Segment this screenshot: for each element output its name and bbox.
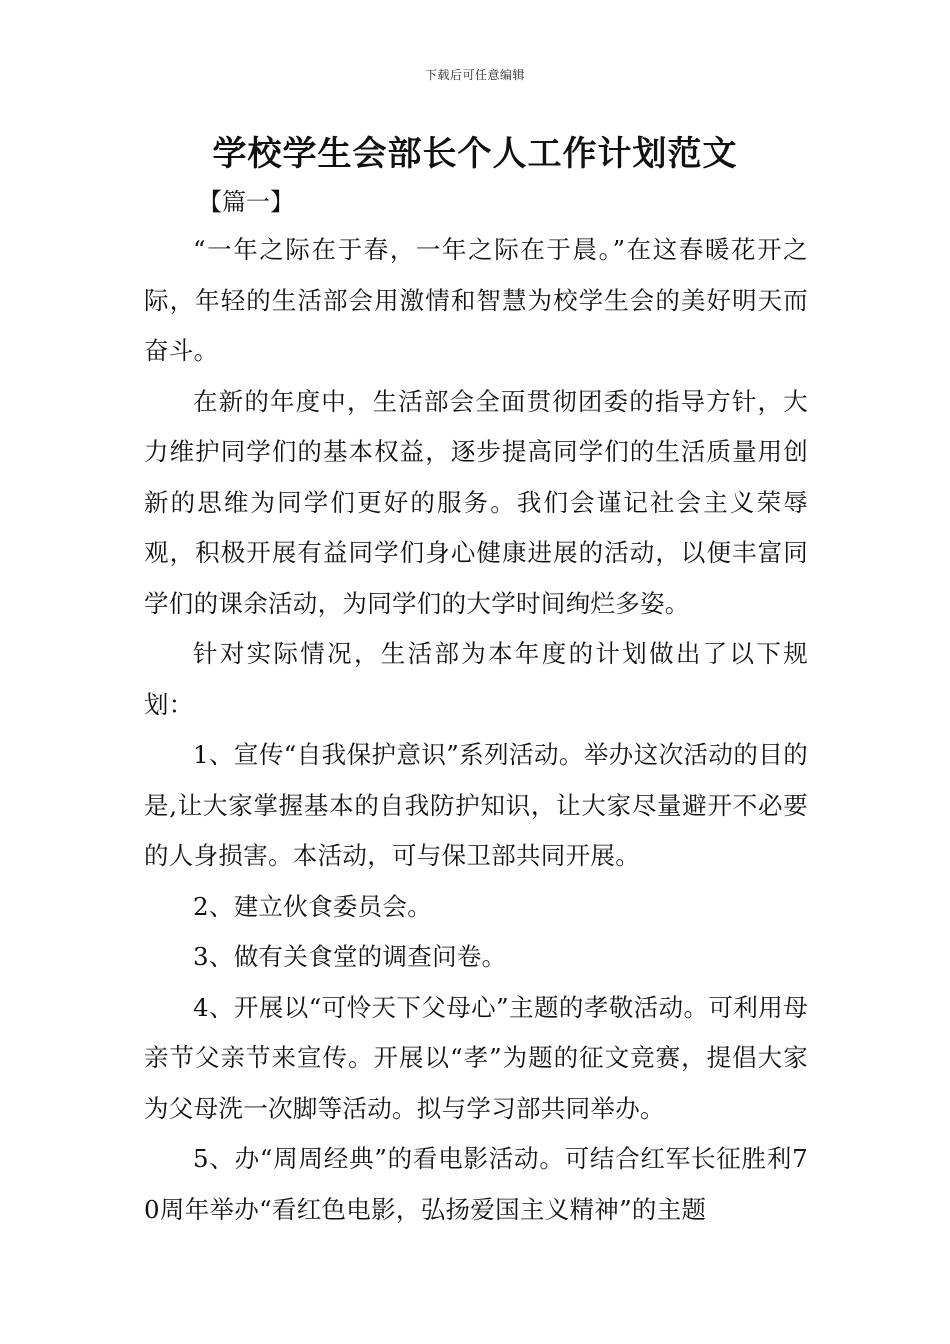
document-title: 学校学生会部长个人工作计划范文 [212,134,738,174]
paragraph: 在新的年度中，生活部会全面贯彻团委的指导方针，大力维护同学们的基本权益，逐步提高同学们的生活质量用创新的思维为同学们更好的服务。我们会谨记社会主义荣辱观，积极开展有益同学们身心健康进展的活动，以便丰富同学们的课余活动，为同学们的大学时间绚烂多姿。 [144,386,808,618]
paragraph: 2、建立伙食委员会。 [193,891,433,921]
section-label: 【篇一】 [198,188,294,216]
body-text [144,225,808,1235]
paragraph: “一年之际在于春，一年之际在于晨。”在这春暖花开之际，年轻的生活部会用激情和智慧为校学生会的美好明天而奋斗。 [144,235,808,365]
paragraph: 针对实际情况，生活部为本年度的计划做出了以下规划： [144,639,808,719]
paragraph: 4、开展以“可怜天下父母心”主题的孝敬活动。可利用母亲节父亲节来宣传。开展以“孝”为题的征文竞赛，提倡大家为父母洗一次脚等活动。拟与学习部共同举办。 [144,992,808,1123]
paragraph: 3、做有关食堂的调查问卷。 [193,942,507,971]
header-note: 下载后可任意编辑 [424,68,525,82]
paragraph: 5、办“周周经典”的看电影活动。可结合红军长征胜利70周年举办“看红色电影，弘扬爱国主义精神”的主题 [144,1144,808,1224]
paragraph: 1、宣传“自我保护意识”系列活动。举办这次活动的目的是,让大家掌握基本的自我防护知识，让大家尽量避开不必要的人身损害。本活动，可与保卫部共同开展。 [144,740,808,870]
